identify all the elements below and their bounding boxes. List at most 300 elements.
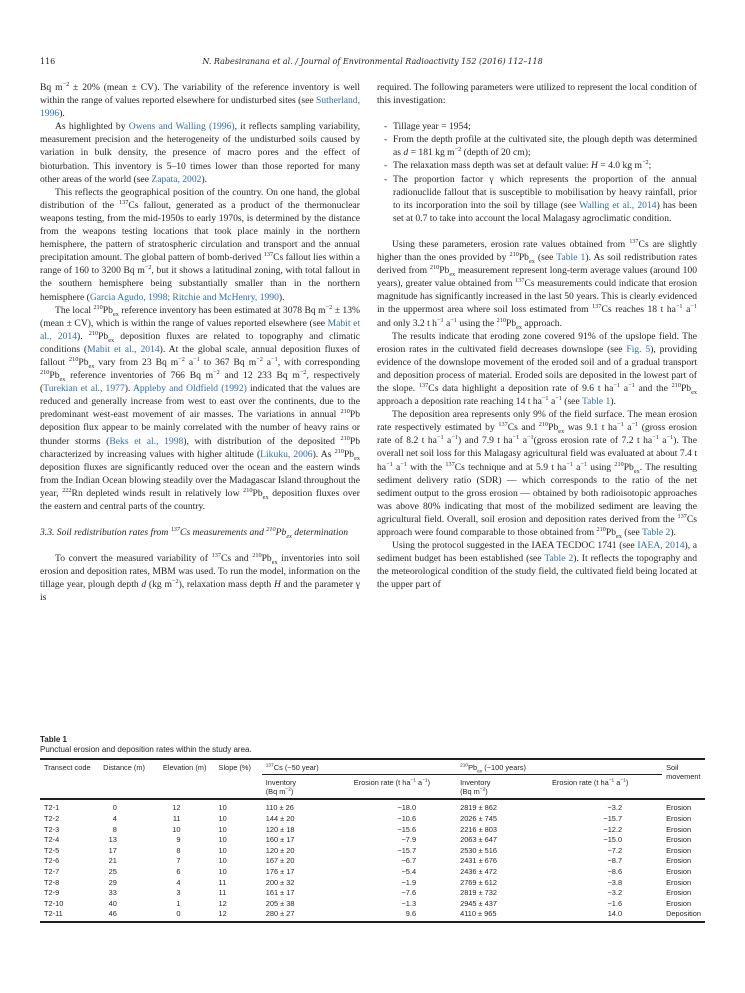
text: Cs measurements could indicate that erosion magnitude has significantly increased in the last 50 years. This is clearly evidenced in the uppermost area where soil loss estimated from: [377, 278, 697, 316]
table-row: [40, 856, 705, 867]
cell-transect-code: T2-6: [44, 856, 60, 866]
cell-pb-inventory: 2769 ± 612: [460, 877, 498, 887]
table-body: [40, 799, 705, 922]
cell-slope: 10: [218, 803, 227, 813]
text: a: [572, 461, 581, 473]
table-caption: Punctual erosion and deposition rates within the study area.: [40, 745, 252, 754]
superscript: −2: [641, 159, 649, 167]
cell-elevation: 6: [176, 867, 181, 877]
text: ): [625, 778, 629, 788]
citation-link[interactable]: Zapata, 2002: [151, 173, 202, 185]
citation-link[interactable]: Beks et al., 1998: [109, 435, 184, 447]
superscript: −1: [617, 421, 624, 429]
variable: H: [273, 579, 281, 591]
text: (see: [621, 527, 642, 538]
cell-soil-movement: Deposition: [662, 909, 705, 922]
text: The relaxation mass depth was set at default value:: [393, 160, 591, 172]
superscript: −1: [541, 394, 549, 402]
superscript: −1: [675, 303, 683, 311]
text: a: [623, 422, 632, 434]
text: Erosion rate (t ha: [353, 778, 411, 788]
text: a: [443, 317, 451, 329]
text: The deposition area represents only 9% of the field surface. The mean erosion rate respectively estimated by: [377, 409, 697, 434]
header-transect-code: Transect code: [40, 759, 99, 799]
table-row: [40, 898, 705, 909]
paragraph: [40, 81, 360, 120]
cell-soil-movement: Erosion: [666, 888, 692, 898]
superscript: −2: [299, 368, 307, 376]
text: . The resulting sediment delivery ratio (SDR) — which corresponds to the ratio of the net sediment output to the gross erosion — obtained by both radioisotopic approaches was above 80% indicating that most of the mobilized sediment are leaving the agricultural field. Overall, soil erosion and deposition rates derived from the: [377, 461, 697, 525]
text: Inventory: [460, 778, 491, 788]
text: Cs (~50 year): [273, 763, 319, 772]
cell-pb-inventory: 2436 ± 472: [460, 867, 498, 877]
superscript: 210: [252, 552, 262, 559]
text: Cs reaches 18 t ha: [601, 304, 676, 316]
text: ).: [670, 527, 676, 538]
figure-link[interactable]: Fig. 5: [626, 343, 651, 355]
superscript: −1: [436, 434, 444, 442]
text: Pb deposition flux appear to be mainly correlated with the number of heavy rains or thunder storms (: [40, 409, 360, 447]
superscript: 137: [265, 763, 274, 769]
cell-elevation: 4: [176, 877, 181, 887]
subscript: ex: [354, 454, 360, 462]
cell-distance: 8: [112, 824, 117, 834]
cell-elevation: 0: [159, 909, 215, 922]
cell-elevation: 9: [176, 835, 181, 845]
superscript: 210: [340, 408, 350, 416]
superscript: −1: [512, 434, 520, 442]
header-slope: Slope (%): [215, 759, 262, 799]
cell-transect-code: T2-7: [44, 867, 60, 877]
text: Cs and: [220, 553, 253, 565]
superscript: 210: [340, 434, 350, 442]
superscript: −1: [580, 460, 588, 468]
cell-soil-movement: Erosion: [666, 898, 692, 908]
text: ).: [124, 383, 133, 395]
text: deposition fluxes are significantly reduced over the ocean and the eastern winds from the Indian Ocean blowing steadily over the Madagascar Island throughout the year,: [40, 461, 360, 499]
text: ), with distribution of the deposited: [183, 435, 341, 447]
superscript: 210: [460, 763, 469, 769]
text: ) has been set at 0.7 to take into account the local Malagasy agroclimatic condition.: [393, 199, 697, 224]
cell-pb-erosion-rate: −3.8: [607, 877, 623, 887]
citation-link[interactable]: Turekian et al., 1977: [43, 383, 125, 395]
superscript: 210: [334, 447, 344, 455]
text: Pb: [343, 448, 355, 460]
table-link[interactable]: Table 1: [581, 396, 611, 408]
cell-elevation: 10: [172, 824, 181, 834]
table-row: [40, 909, 705, 922]
text: Pb: [468, 763, 478, 772]
text: vary from 23 Bq m: [94, 356, 179, 368]
table-link[interactable]: Table 2: [544, 553, 574, 565]
citation-link[interactable]: Appleby and Oldfield (1992): [132, 383, 247, 395]
subscript: ex: [59, 375, 66, 383]
text: and 12 233 Bq m: [219, 370, 300, 382]
text: using the: [456, 317, 497, 329]
header-distance: Distance (m): [99, 759, 159, 799]
text: using: [587, 461, 615, 473]
paragraph: [377, 238, 697, 330]
page-header: [40, 57, 705, 71]
citation-link[interactable]: Mabit et al., 2014: [40, 317, 360, 342]
text: measurement represent long-term average values (around 100 years), greater value obtained from: [377, 265, 697, 290]
text: ).: [278, 291, 285, 303]
text: a: [184, 356, 194, 368]
superscript: 137: [263, 251, 274, 259]
table-row: [40, 824, 705, 835]
paragraph: required. The following parameters were utilized to represent the local condition of this investigation:: [377, 82, 697, 107]
cell-cs-erosion-rate: −7.9: [401, 835, 417, 845]
cell-pb-inventory: 2819 ± 732: [460, 888, 498, 898]
text: approach a deposition rate reaching 14 t ha: [377, 396, 542, 408]
citation-link[interactable]: Walling et al., 2014: [579, 199, 657, 211]
cell-cs-erosion-rate: 9.6: [350, 909, 456, 922]
cell-pb-inventory: 2216 ± 803: [460, 824, 498, 834]
cell-pb-erosion-rate: −8.6: [607, 867, 623, 877]
cell-elevation: 1: [176, 898, 181, 908]
cell-cs-erosion-rate: −15.6: [397, 824, 417, 834]
cell-cs-erosion-rate: −5.4: [401, 867, 417, 877]
superscript: −1: [526, 434, 534, 442]
text: reference inventories of 766 Bq m: [65, 370, 214, 382]
text: ± 13% (mean ± CV), which is within the range of values reported elsewhere (see: [40, 304, 360, 329]
text: ), relaxation mass depth: [178, 579, 274, 591]
cell-distance: 0: [112, 803, 117, 813]
table-link[interactable]: Table 1: [556, 252, 586, 264]
text: To convert the measured variability of: [55, 553, 212, 565]
text: Pb: [102, 304, 113, 316]
superscript: −1: [450, 316, 457, 324]
cell-cs-inventory: 205 ± 38: [265, 898, 295, 908]
cell-distance: 25: [108, 867, 117, 877]
citation-link[interactable]: Owens and Walling (1996): [128, 121, 235, 133]
text: indicated that the values are reduced and generally increase from west to east over the continents, due to the predominant west-east movement of air masses. The variations in annual: [40, 383, 360, 421]
cell-elevation: 7: [176, 856, 181, 866]
text: ), a sediment budget has been established (see: [377, 540, 697, 565]
paragraph: [377, 330, 697, 409]
section-heading: [40, 526, 360, 539]
header-soil-movement: Soil movement: [662, 759, 705, 799]
spacer: [40, 539, 360, 552]
text: a: [614, 778, 621, 788]
cell-soil-movement: Erosion: [666, 856, 692, 866]
superscript: 137: [515, 277, 525, 285]
text: approach.: [522, 317, 562, 329]
text: Cs are slightly higher than the ones provided by: [377, 238, 697, 264]
cell-slope: 11: [218, 877, 227, 887]
superscript: −1: [628, 381, 635, 389]
text: ): [427, 778, 431, 788]
spacer: [377, 225, 697, 238]
cell-cs-erosion-rate: −15.7: [397, 845, 417, 855]
header-cs-erosion-rate: [350, 775, 456, 800]
superscript: 210: [496, 316, 506, 324]
superscript: −2: [479, 788, 486, 793]
text: determination: [291, 527, 349, 539]
text: ). As: [312, 448, 335, 460]
cell-slope: 10: [218, 867, 227, 877]
cell-distance: 29: [108, 877, 117, 887]
text: Tillage year = 1954;: [393, 121, 471, 133]
superscript: −1: [555, 394, 562, 402]
text: reference inventory has been estimated at 3078 Bq m: [118, 304, 326, 316]
text: Cs approach were found comparable to those obtained from: [377, 513, 697, 538]
table-1: [40, 735, 705, 923]
text: Cs fallout lies within a range of 160 to 3200 Bq m: [40, 252, 360, 277]
superscript: −1: [422, 779, 428, 784]
header-pb-group: [456, 759, 662, 775]
text: Pb: [49, 370, 60, 382]
citation-link[interactable]: Mabit et al., 2014: [87, 343, 160, 355]
list-item: [384, 173, 697, 225]
cell-transect-code: T2-4: [44, 835, 60, 845]
superscript: −1: [410, 779, 416, 784]
subscript: ex: [449, 271, 456, 279]
table-row: [40, 845, 705, 856]
cell-pb-erosion-rate: −8.7: [607, 856, 623, 866]
cell-distance: 33: [108, 888, 117, 898]
cell-cs-inventory: 280 ± 27: [262, 909, 350, 922]
text: This reflects the geographical position of the country. On one hand, the global distribution of the: [40, 186, 360, 211]
cell-distance: 4: [112, 814, 117, 824]
cell-distance: 40: [108, 898, 117, 908]
text: ), providing evidence of the downslope movement of the eroded soil and of a gradual transport and deposition process of material. Eroded soils are deposited in the lowest part of the slope.: [377, 343, 697, 394]
citation-link[interactable]: Garcia Agudo, 1998; Ritchie and McHenry, 1990: [89, 291, 279, 303]
superscript: 137: [592, 303, 602, 311]
cell-cs-inventory: 110 ± 26: [265, 803, 294, 813]
superscript: 210: [69, 355, 79, 363]
cell-soil-movement: Erosion: [666, 835, 692, 845]
cell-pb-erosion-rate: −7.2: [607, 845, 623, 855]
subscript: ex: [262, 493, 269, 501]
table-link[interactable]: Table 2: [641, 527, 671, 538]
cell-slope: 12: [215, 909, 262, 922]
text: inventories into soil erosion and deposition rates, MBM was used. To run the model, information on the tillage year, plough depth: [40, 553, 360, 591]
superscript: −2: [213, 368, 220, 376]
cell-soil-movement: Erosion: [666, 824, 692, 834]
text: Pb: [518, 252, 529, 264]
superscript: −1: [193, 355, 200, 363]
cell-transect-code: T2-11: [40, 909, 99, 922]
superscript: −2: [325, 303, 333, 311]
superscript: −1: [666, 434, 674, 442]
text: ). As soil redistribution rates derived from: [377, 252, 698, 277]
superscript: 210: [596, 525, 606, 533]
text: ): [485, 787, 488, 797]
table-row: [40, 799, 705, 813]
citation-link[interactable]: Likuku, 2006: [260, 448, 313, 460]
superscript: −1: [690, 303, 697, 311]
superscript: −1: [400, 460, 407, 468]
text: Inventory: [265, 778, 297, 788]
text: a: [658, 435, 667, 447]
cell-pb-inventory: 2819 ± 862: [460, 803, 498, 813]
subscript: ex: [558, 428, 565, 436]
superscript: −1: [613, 381, 621, 389]
text: ).: [610, 396, 616, 408]
text: , it reflects sampling variability, measurement precision and the heterogeneity of the undisturbed soils caused by variation in bulk density, the presence of macro pores and the effect of bioturbation. This inventory is 5–10 times lower than those reported for many other areas of the world (see: [40, 121, 361, 185]
text: (depth of 20 cm);: [461, 147, 531, 159]
cell-transect-code: T2-8: [44, 877, 60, 887]
text: ± 20% (mean ± CV). The variability of the reference inventory is well within the range of values reported elsewhere for undisturbed sites (see: [40, 82, 360, 107]
superscript: −2: [144, 264, 152, 272]
text: Cs fallout, generated as a product of the thermonuclear weapons testing, from the mid-1950s to early 1970s, is determined by the distance from the weapons testing locations that took place mainly in the northern hemisphere, the pattern of stratospheric circulation and transport and the annual precipitation amount. The global pattern of bomb-derived: [40, 199, 360, 264]
text: Pb: [252, 487, 263, 499]
text: ).: [59, 108, 65, 120]
superscript: 210: [88, 329, 99, 337]
cell-cs-inventory: 161 ± 17: [265, 888, 295, 898]
paragraph: [40, 552, 360, 604]
cell-pb-inventory: 2530 ± 516: [460, 845, 498, 855]
text: Pb: [439, 265, 450, 277]
cell-slope: 10: [218, 824, 227, 834]
superscript: −2: [171, 578, 179, 586]
cell-elevation: 3: [176, 888, 181, 898]
text: 3.3. Soil redistribution rates from: [40, 527, 171, 539]
text: (see: [561, 396, 582, 408]
superscript: −1: [631, 421, 639, 429]
text: a: [392, 461, 401, 473]
text: Using the protocol suggested in the IAEA TECDOC 1741 (see: [392, 540, 638, 552]
superscript: −1: [652, 434, 659, 442]
cell-slope: 10: [218, 856, 227, 866]
cell-pb-inventory: 4110 ± 965: [456, 909, 548, 922]
superscript: −1: [271, 355, 278, 363]
text: Pb: [275, 527, 287, 539]
variable: d: [141, 579, 147, 591]
spacer: [377, 107, 697, 120]
superscript: 210: [243, 486, 253, 494]
cell-cs-erosion-rate: −1.9: [401, 877, 417, 887]
text: , respectively (: [40, 370, 360, 395]
table-row: [40, 888, 705, 899]
superscript: −1: [620, 779, 626, 784]
citation-link[interactable]: Sutherland, 1996: [40, 95, 360, 120]
subscript: ex: [112, 310, 119, 318]
text: to 367 Bq m: [199, 356, 257, 368]
superscript: −2: [256, 355, 263, 363]
superscript: 222: [62, 486, 72, 494]
text: (Bq m: [265, 787, 286, 797]
cell-pb-erosion-rate: 14.0: [548, 909, 662, 922]
text: (kg m: [146, 579, 172, 591]
cell-slope: 10: [218, 814, 227, 824]
text: a: [682, 304, 691, 316]
subscript: ex: [271, 559, 278, 567]
subscript: ex: [477, 769, 483, 775]
text: Pb: [261, 553, 272, 565]
text: a: [443, 435, 452, 447]
superscript: 210: [40, 368, 50, 376]
cell-cs-erosion-rate: −18.0: [397, 803, 417, 813]
superscript: −1: [451, 434, 458, 442]
superscript: −2: [62, 80, 70, 88]
cell-slope: 11: [218, 888, 227, 898]
subscript: ex: [691, 388, 697, 396]
cell-pb-erosion-rate: −15.7: [603, 814, 623, 824]
table-row: [40, 867, 705, 878]
parameter-list: [377, 120, 697, 225]
cell-slope: 10: [218, 835, 227, 845]
cell-cs-inventory: 167 ± 20: [265, 856, 295, 866]
cell-transect-code: T2-10: [44, 898, 64, 908]
text: a: [415, 778, 423, 788]
cell-cs-inventory: 160 ± 17: [265, 835, 295, 845]
cell-elevation: 12: [172, 803, 181, 813]
cell-distance: 17: [108, 845, 117, 855]
text: The proportion factor γ which represents the proportion of the annual radionuclide fallout that is susceptible to mobilisation by heavy rainfall, prior to its incorporation into the soil by tillage (see: [393, 173, 697, 211]
superscript: −1: [566, 460, 573, 468]
text: ): [290, 787, 294, 797]
cell-transect-code: T2-2: [44, 814, 60, 824]
running-head: N. Rabesiranana et al. / Journal of Environmental Radioactivity 152 (2016) 112–118: [202, 57, 543, 66]
header-pb-erosion-rate: [548, 775, 662, 800]
cell-cs-inventory: 200 ± 32: [265, 877, 295, 887]
superscript: −2: [454, 146, 462, 154]
text: ) and 7.9 t ha: [457, 435, 513, 447]
text: Pb: [78, 356, 89, 368]
text: with the: [406, 461, 446, 473]
text: As highlighted by: [55, 121, 129, 133]
cell-cs-inventory: 120 ± 18: [265, 824, 295, 834]
cell-pb-inventory: 2026 ± 745: [460, 814, 498, 824]
text: ). The overall net soil loss for this Malagasy agricultural field was evaluated at about 7.4 t ha: [377, 435, 697, 473]
cell-pb-inventory: 2063 ± 647: [460, 835, 498, 845]
table-title: Table 1: [40, 735, 67, 744]
superscript: −2: [285, 788, 291, 793]
superscript: −1: [608, 779, 615, 784]
text: Pb characterized by increasing values with higher altitude (: [40, 435, 361, 460]
cell-pb-inventory: 2945 ± 437: [460, 898, 498, 908]
cell-transect-code: T2-9: [44, 888, 60, 898]
cell-slope: 12: [218, 898, 227, 908]
right-column: [377, 81, 697, 591]
text: = 181 kg m: [408, 147, 455, 159]
text: , but it shows a latitudinal zoning, with total fallout in the southern hemisphere being substantially smaller than in the northern hemisphere (: [40, 265, 360, 303]
text: Cs and: [507, 422, 539, 434]
text: Pb: [605, 527, 617, 538]
paragraph: [377, 539, 697, 591]
text: ).: [77, 330, 89, 342]
text: ). It reflects the topography and the meteorological condition of the study field, the cultivated field being located at the upper part of: [377, 553, 697, 591]
cell-cs-inventory: 144 ± 20: [265, 814, 295, 824]
superscript: 210: [93, 303, 103, 311]
superscript: −1: [436, 316, 444, 324]
cell-cs-erosion-rate: −7.6: [401, 888, 417, 898]
text: and only 3.2 t h: [377, 317, 437, 329]
superscript: 210: [538, 421, 549, 429]
subscript: ex: [516, 323, 523, 331]
page-number: 116: [40, 57, 56, 66]
text: a: [519, 435, 527, 447]
superscript: −1: [386, 460, 393, 468]
superscript: 137: [170, 525, 181, 533]
cell-pb-erosion-rate: −3.2: [607, 888, 623, 898]
subscript: ex: [286, 533, 292, 540]
subscript: ex: [108, 336, 115, 344]
cell-elevation: 11: [172, 814, 181, 824]
text: Pb: [680, 382, 692, 394]
superscript: 137: [677, 512, 687, 520]
superscript: 137: [629, 237, 639, 245]
cell-pb-erosion-rate: −3.2: [607, 803, 623, 813]
cell-distance: 46: [99, 909, 159, 922]
list-item: [384, 133, 697, 159]
citation-link[interactable]: IAEA, 2014: [637, 540, 685, 552]
text: Cs measurements and: [180, 527, 267, 539]
cell-slope: 10: [218, 845, 227, 855]
cell-distance: 21: [108, 856, 117, 866]
